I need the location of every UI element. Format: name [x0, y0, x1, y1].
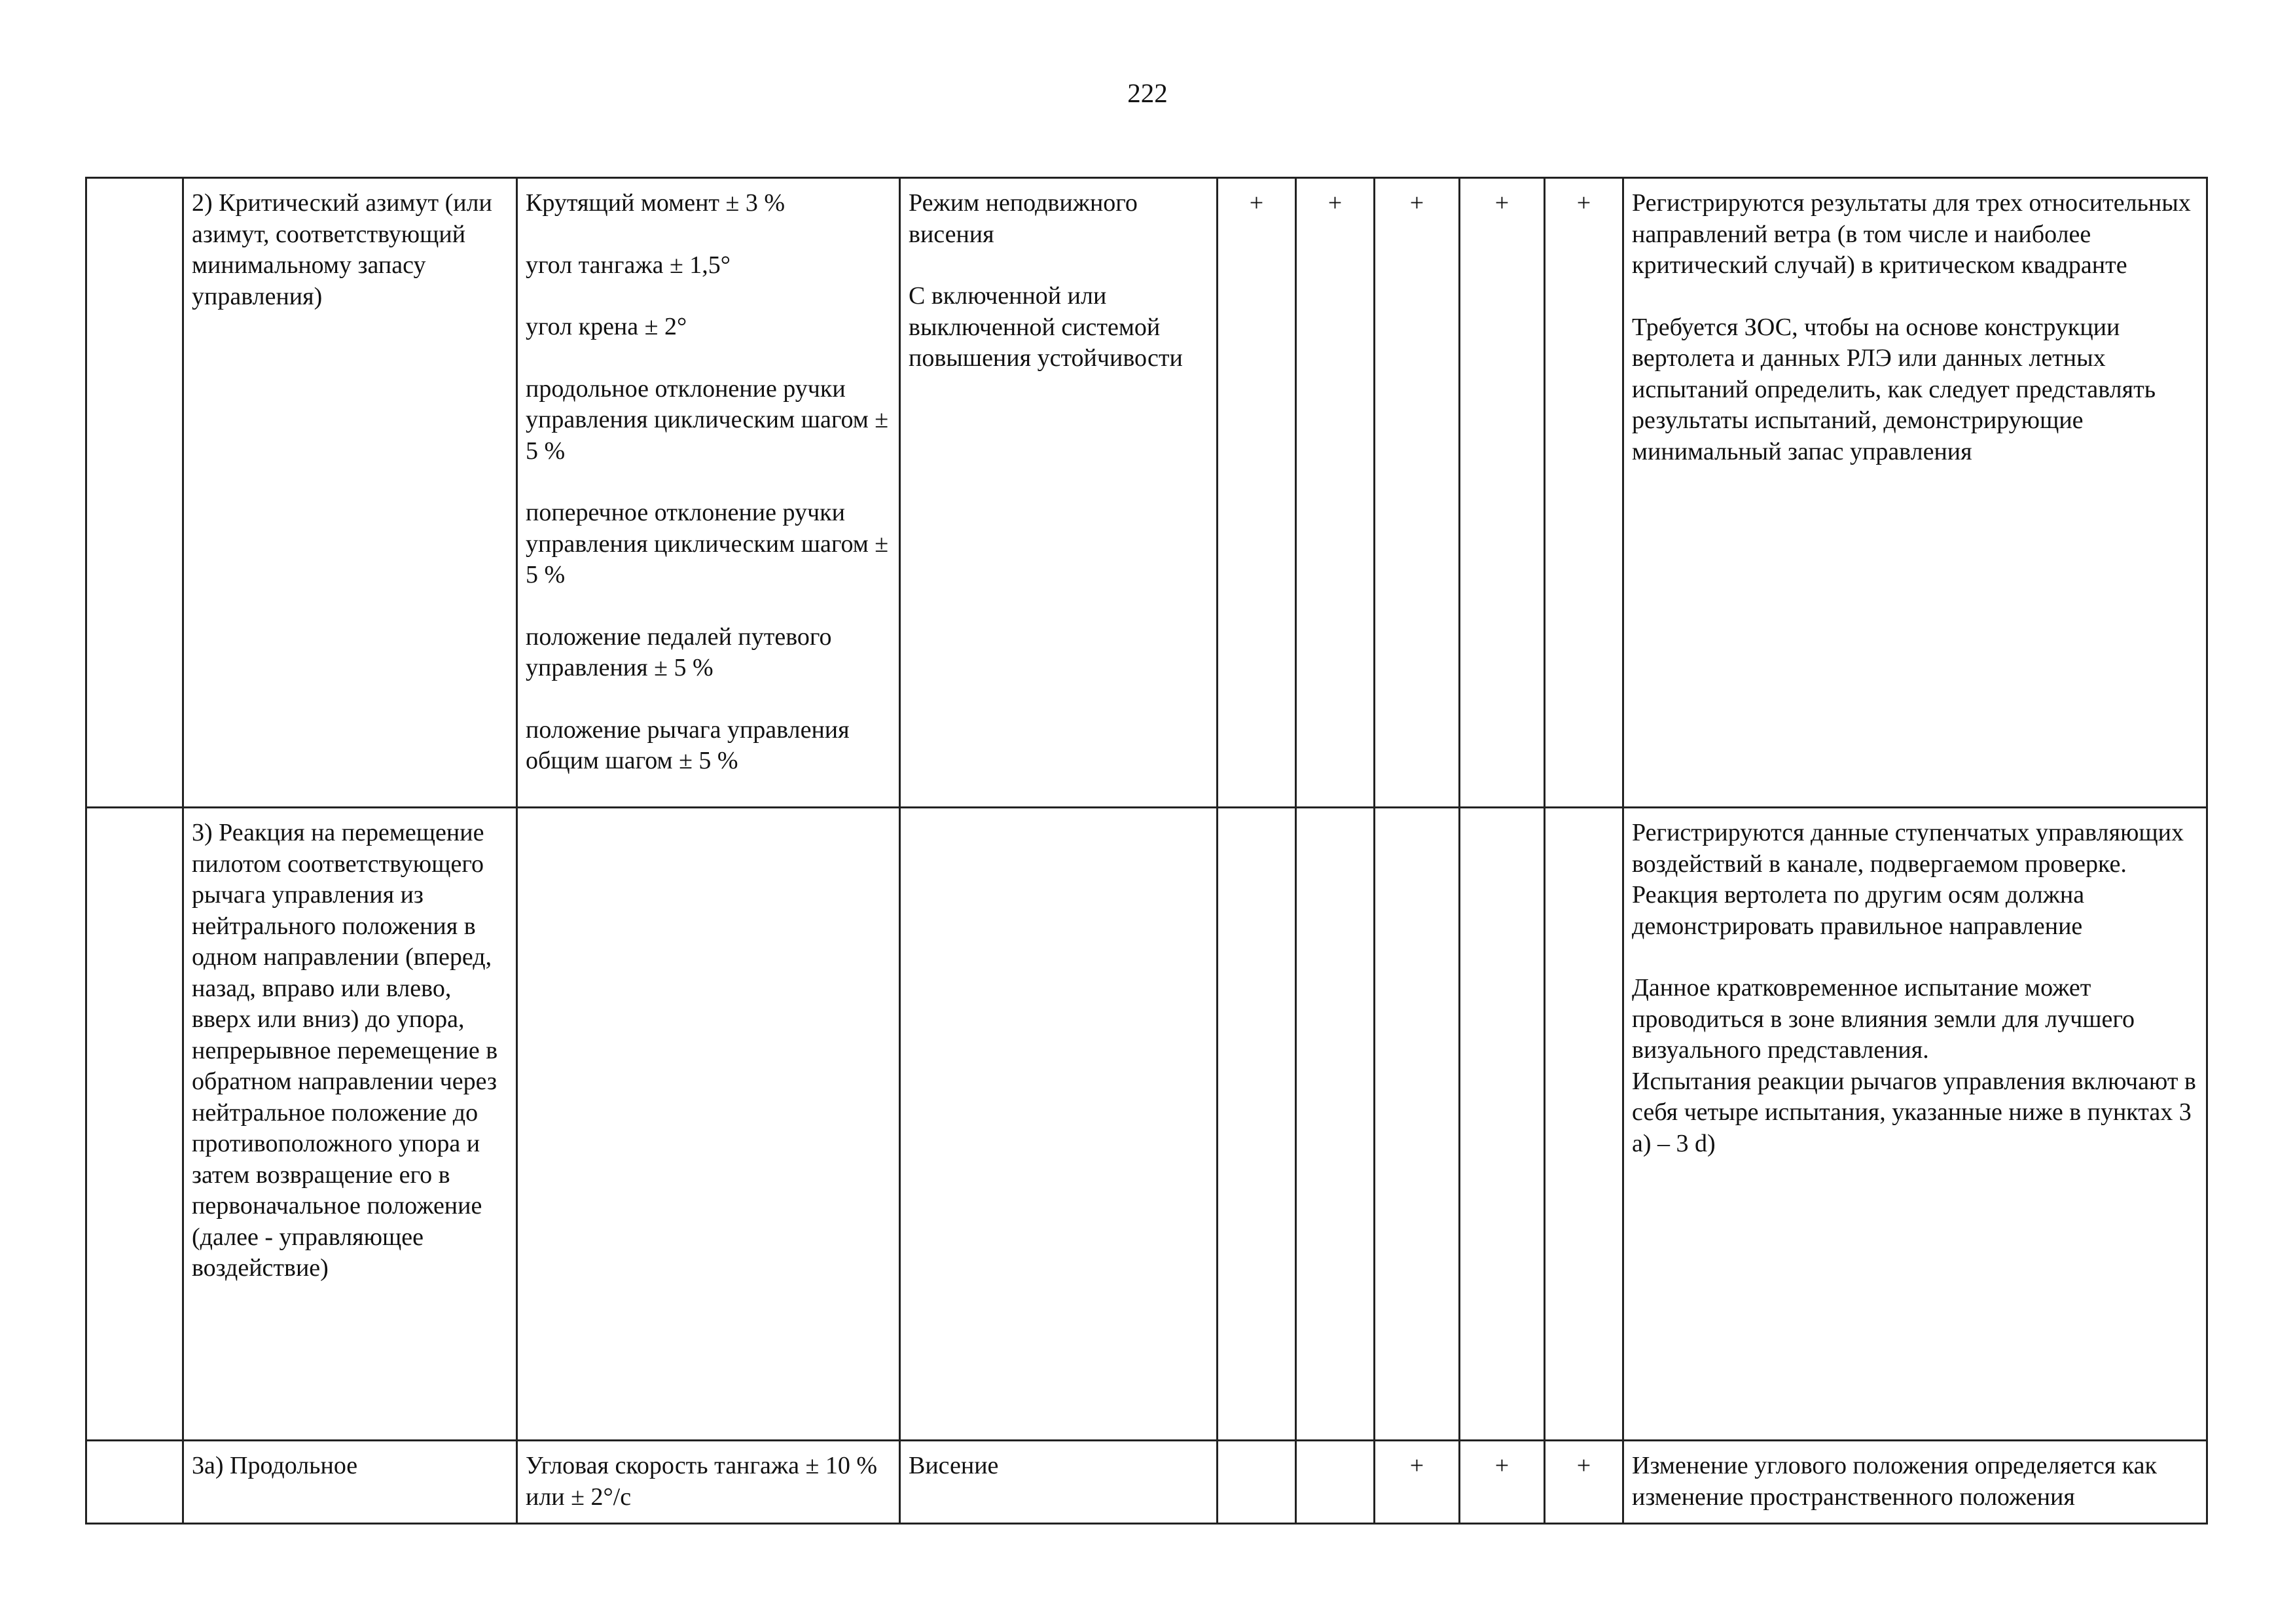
- comment-item: Данное кратковременное испытание может проводиться в зоне влияния земли для лучшего визуального представления.: [1632, 974, 2135, 1064]
- condition-item: Висение: [909, 1452, 999, 1479]
- test-name: 2) Критический азимут (или азимут, соответствующий минимальному запасу управления): [192, 189, 492, 310]
- comments-cell: [1623, 1441, 2207, 1524]
- condition-item: С включенной или выключенной системой повышения устойчивости: [909, 282, 1183, 372]
- conditions-cell: [900, 178, 1218, 808]
- tolerance-item: угол крена ± 2°: [526, 313, 687, 340]
- level-mark: [1296, 808, 1375, 1441]
- comment-item: Регистрируются данные ступенчатых управляющих воздействий в канале, подвергаемом проверке. Реакция вертолета по другим осям должна демонстрировать правильное направление: [1632, 819, 2184, 940]
- table-row: [86, 808, 2207, 1441]
- index-cell: [86, 808, 183, 1441]
- test-cell: [183, 178, 517, 808]
- conditions-cell: [900, 808, 1218, 1441]
- level-mark: +: [1296, 178, 1375, 808]
- table-row: [86, 1441, 2207, 1524]
- level-mark: +: [1218, 178, 1296, 808]
- index-cell: [86, 178, 183, 808]
- comment-item: Испытания реакции рычагов управления включают в себя четыре испытания, указанные ниже в пунктах 3 a) – 3 d): [1632, 1067, 2196, 1157]
- tolerance-item: продольное отклонение ручки управления циклическим шагом ± 5 %: [526, 374, 889, 465]
- test-name: 3) Реакция на перемещение пилотом соответствующего рычага управления из нейтрального положения в одном направлении (вперед, назад, вправо или влево, вверх или вниз) до упора, непрерывное перемещение в обратном направлении через нейтральное положение до противоположного упора и затем возвращение его в первоначальное положение (далее - управляющее воздействие): [192, 819, 498, 1282]
- requirements-table: [85, 177, 2208, 1525]
- level-mark: +: [1375, 178, 1460, 808]
- level-mark: +: [1545, 178, 1623, 808]
- tolerance-item: угол тангажа ± 1,5°: [526, 251, 731, 279]
- test-name: 3а) Продольное: [192, 1452, 358, 1479]
- level-mark: +: [1375, 1441, 1460, 1524]
- comments-cell: [1623, 178, 2207, 808]
- tolerance-item: Угловая скорость тангажа ± 10 % или ± 2°/с: [526, 1452, 877, 1511]
- comments-cell: [1623, 808, 2207, 1441]
- level-mark: [1296, 1441, 1375, 1524]
- tolerance-item: Крутящий момент ± 3 %: [526, 189, 786, 217]
- tolerance-item: поперечное отклонение ручки управления циклическим шагом ± 5 %: [526, 499, 889, 588]
- conditions-cell: [900, 1441, 1218, 1524]
- tolerance-cell: [517, 178, 900, 808]
- comment-item: Регистрируются результаты для трех относительных направлений ветра (в том числе и наиболее критический случай) в критическом квадранте: [1632, 189, 2191, 279]
- level-mark: [1545, 808, 1623, 1441]
- page-number: 222: [1127, 78, 1168, 108]
- level-mark: [1375, 808, 1460, 1441]
- tolerance-item: положение рычага управления общим шагом ± 5 %: [526, 715, 850, 774]
- table-row: [86, 178, 2207, 808]
- level-mark: [1218, 1441, 1296, 1524]
- index-cell: [86, 1441, 183, 1524]
- level-mark: [1460, 808, 1545, 1441]
- level-mark: +: [1545, 1441, 1623, 1524]
- condition-item: Режим неподвижного висения: [909, 189, 1138, 248]
- level-mark: +: [1460, 1441, 1545, 1524]
- tolerance-cell: [517, 1441, 900, 1524]
- comment-item: Требуется ЗОС, чтобы на основе конструкции вертолета и данных РЛЭ или данных летных испытаний определить, как следует представлять результаты испытаний, демонстрирующие минимальный запас управления: [1632, 313, 2156, 465]
- test-cell: [183, 808, 517, 1441]
- tolerance-item: положение педалей путевого управления ± 5 %: [526, 623, 832, 681]
- level-mark: [1218, 808, 1296, 1441]
- level-mark: +: [1460, 178, 1545, 808]
- comment-item: Изменение углового положения определяется как изменение пространственного положения: [1632, 1452, 2157, 1511]
- tolerance-cell: [517, 808, 900, 1441]
- test-cell: [183, 1441, 517, 1524]
